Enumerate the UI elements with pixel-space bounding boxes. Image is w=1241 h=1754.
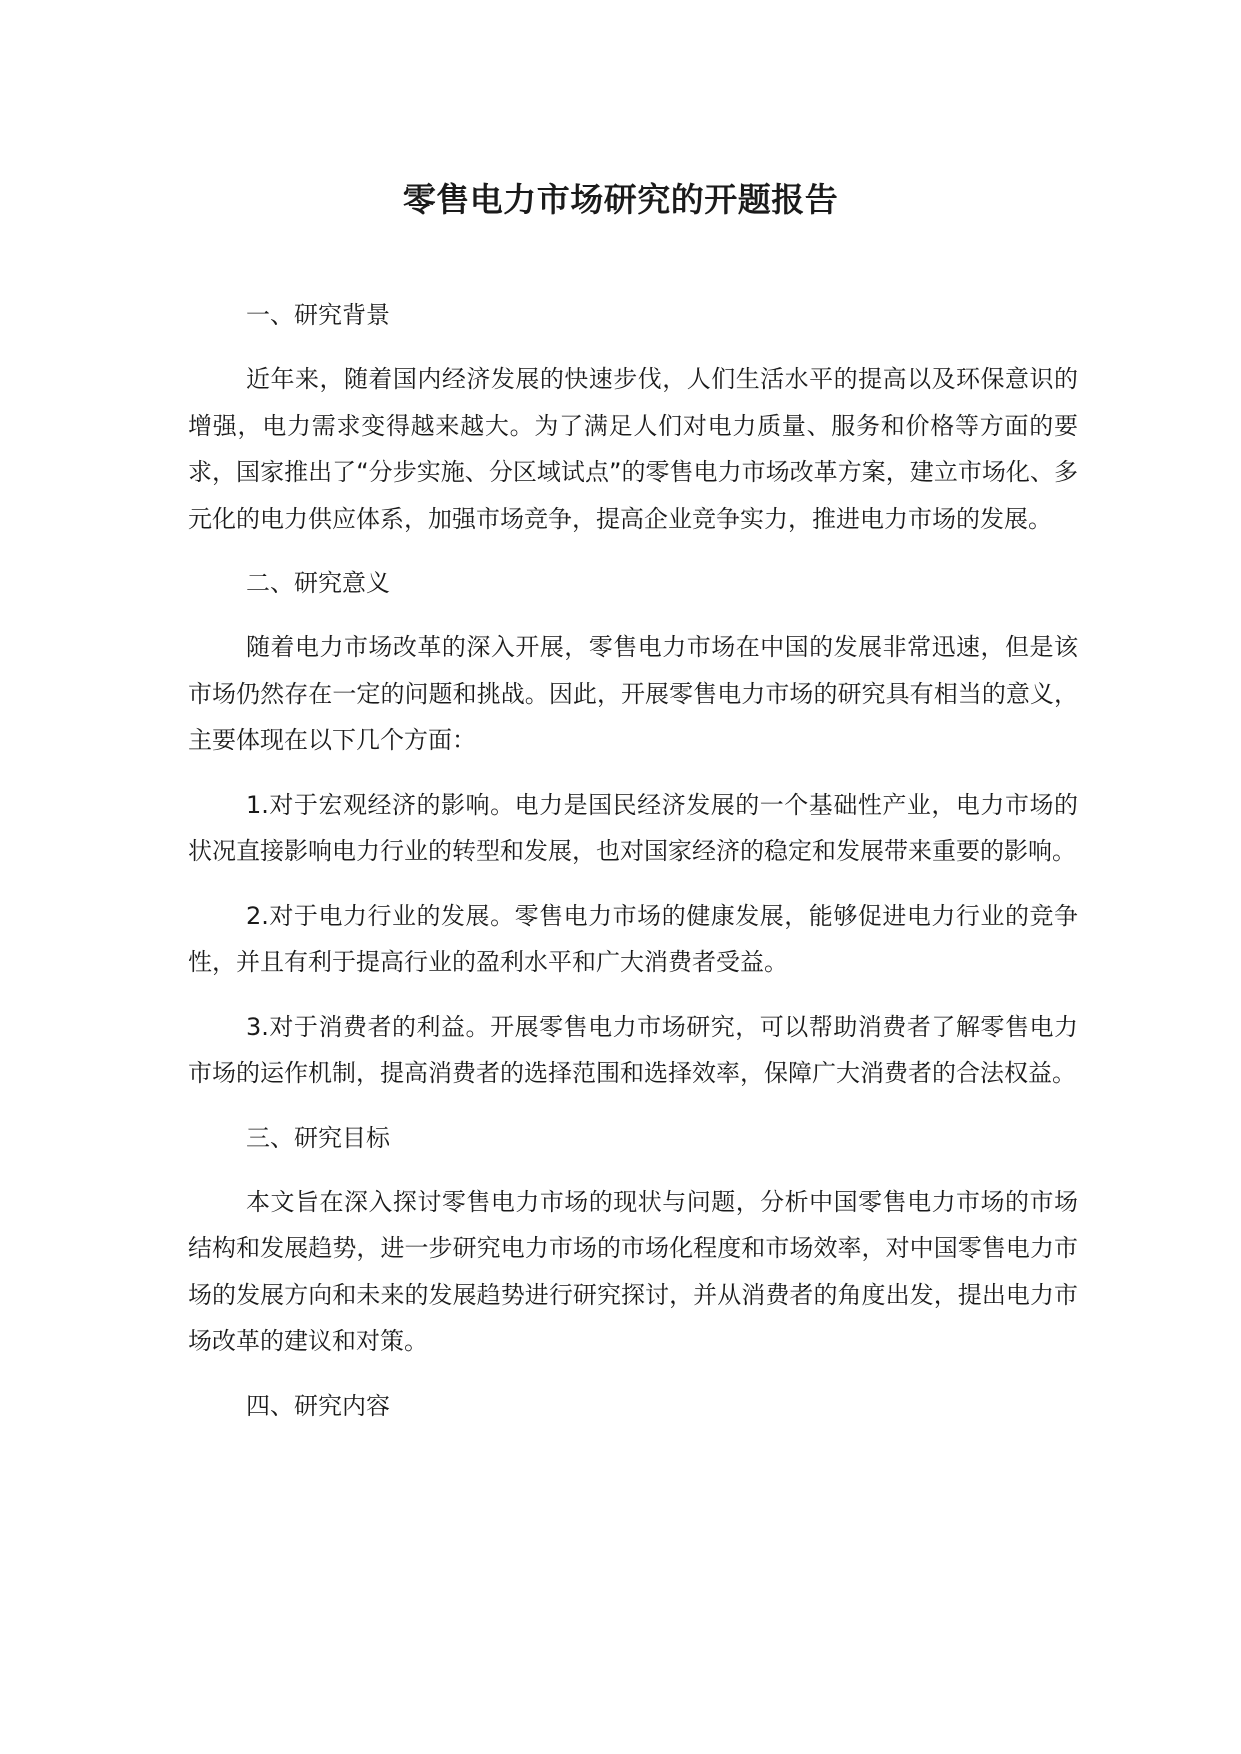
paragraph-background: 近年来，随着国内经济发展的快速步伐，人们生活水平的提高以及环保意识的增强，电力需求变得越来越大。为了满足人们对电力质量、服务和价格等方面的要求，国家推出了“分步实施、分区域试点”的零售电力市场改革方案，建立市场化、多元化的电力供应体系，加强市场竞争，提高企业竞争实力，推进电力市场的发展。 [188,365,1078,533]
document-title: 零售电力市场研究的开题报告 [402,180,839,219]
section-heading-objectives: 三、研究目标 [246,1123,390,1152]
paragraph-significance-item-3: 3.对于消费者的利益。开展零售电力市场研究，可以帮助消费者了解零售电力市场的运作机制，提高消费者的选择范围和选择效率，保障广大消费者的合法权益。 [188,1012,1078,1087]
section-heading-significance: 二、研究意义 [246,569,390,597]
paragraph-significance-item-1: 1.对于宏观经济的影响。电力是国民经济发展的一个基础性产业，电力市场的状况直接影响电力行业的转型和发展，也对国家经济的稳定和发展带来重要的影响。 [188,790,1078,865]
section-heading-content: 四、研究内容 [246,1391,390,1420]
document-body [188,292,1078,1429]
paragraph-significance-item-2: 2.对于电力行业的发展。零售电力市场的健康发展，能够促进电力行业的竞争性，并且有利于提高行业的盈利水平和广大消费者受益。 [188,901,1078,976]
paragraph-significance-intro: 随着电力市场改革的深入开展，零售电力市场在中国的发展非常迅速，但是该市场仍然存在一定的问题和挑战。因此，开展零售电力市场的研究具有相当的意义，主要体现在以下几个方面： [188,633,1078,754]
paragraph-objectives: 本文旨在深入探讨零售电力市场的现状与问题，分析中国零售电力市场的市场结构和发展趋势，进一步研究电力市场的市场化程度和市场效率，对中国零售电力市场的发展方向和未来的发展趋势进行研究探讨，并从消费者的角度出发，提出电力市场改革的建议和对策。 [188,1187,1078,1355]
section-heading-background: 一、研究背景 [246,301,390,329]
